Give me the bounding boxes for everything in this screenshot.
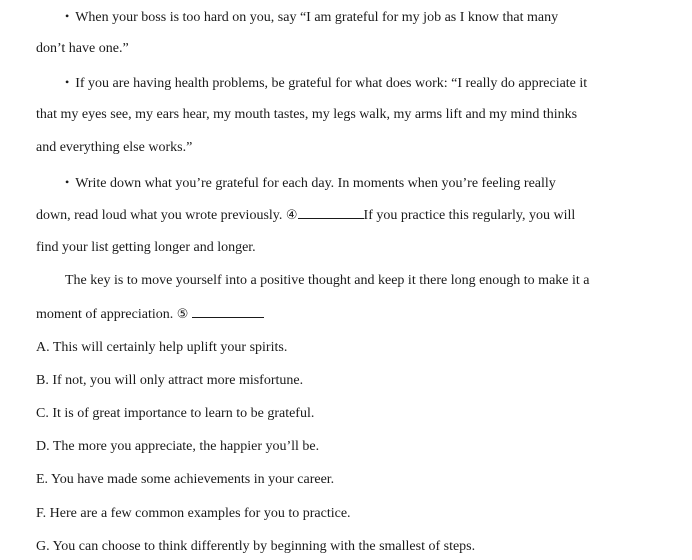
bullet-icon: • bbox=[65, 75, 70, 89]
answer-blank-4 bbox=[298, 206, 364, 219]
paragraph-4-line-2: moment of appreciation. ⑤ bbox=[36, 305, 264, 324]
bullet-icon: • bbox=[65, 9, 70, 23]
option-c: C. It is of great importance to learn to be grateful. bbox=[36, 406, 315, 421]
paragraph-2-line-2: that my eyes see, my ears hear, my mouth tastes, my legs walk, my arms lift and my mind thinks bbox=[36, 107, 578, 122]
answer-blank-5 bbox=[192, 305, 264, 318]
paragraph-4-line-1: The key is to move yourself into a positive thought and keep it there long enough to make it a bbox=[65, 273, 590, 288]
paragraph-2-line-1: • If you are having health problems, be grateful for what does work: “I really do appreciate it bbox=[65, 75, 588, 91]
option-b: B. If not, you will only attract more misfortune. bbox=[36, 373, 304, 388]
paragraph-1-line-1: • When your boss is too hard on you, say “I am grateful for my job as I know that many bbox=[65, 9, 559, 25]
option-e: E. You have made some achievements in your career. bbox=[36, 472, 335, 487]
paragraph-2-line-3: and everything else works.” bbox=[36, 140, 193, 155]
blank-marker-5: ⑤ bbox=[176, 307, 189, 322]
bullet-icon: • bbox=[65, 175, 70, 189]
option-f: F. Here are a few common examples for you to practice. bbox=[36, 506, 351, 521]
paragraph-3-line-2: down, read loud what you wrote previously. ④ If you practice this regularly, you will bbox=[36, 208, 576, 223]
option-a: A. This will certainly help uplift your spirits. bbox=[36, 340, 288, 355]
option-g: G. You can choose to think differently by beginning with the smallest of steps. bbox=[36, 539, 476, 554]
option-d: D. The more you appreciate, the happier you’ll be. bbox=[36, 439, 320, 454]
paragraph-1-line-2: don’t have one.” bbox=[36, 41, 129, 56]
blank-marker-4: ④ bbox=[285, 208, 298, 223]
paragraph-3-line-3: find your list getting longer and longer. bbox=[36, 240, 256, 255]
paragraph-3-line-1: • Write down what you’re grateful for each day. In moments when you’re feeling really bbox=[65, 175, 556, 191]
